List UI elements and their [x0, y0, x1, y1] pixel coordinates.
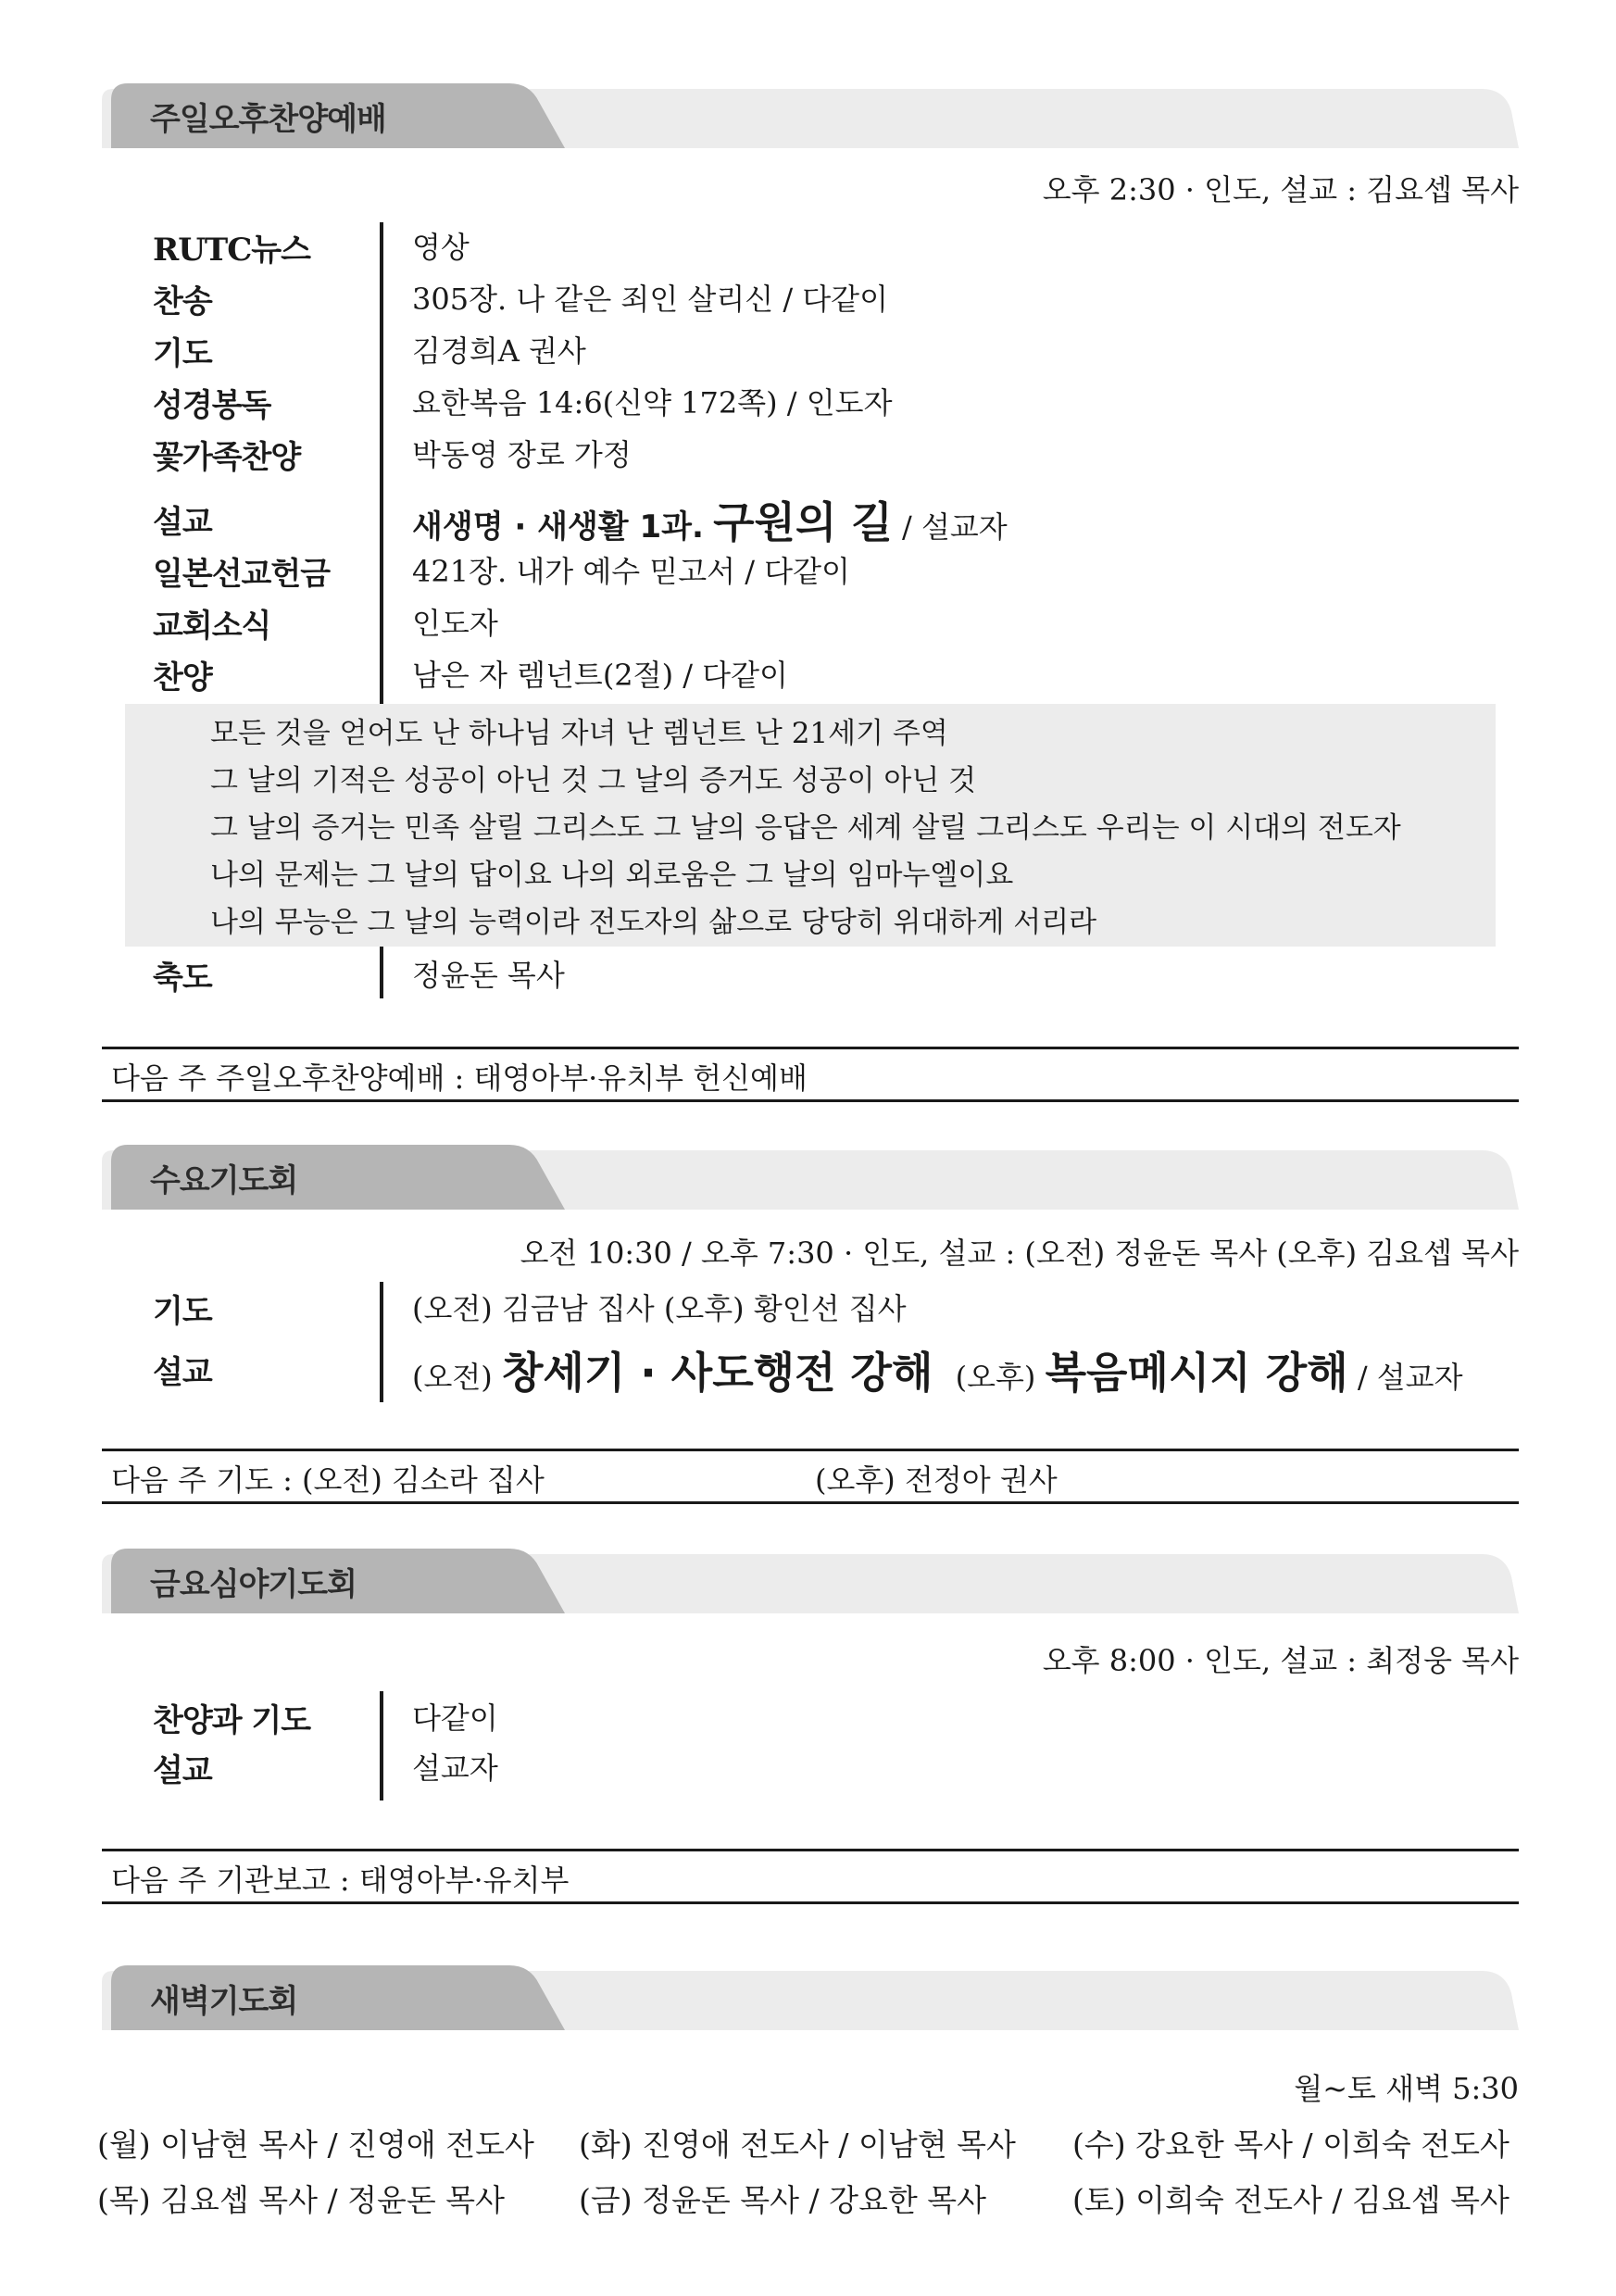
sermon-row: [0, 489, 1616, 547]
next-week-notice: [102, 1849, 1519, 1904]
next-week-text: 다음 주 기관보고 : 태영아부·유치부: [111, 1863, 570, 1898]
lyrics-line: 나의 문제는 그 날의 답이요 나의 외로움은 그 날의 임마누엘이요: [210, 859, 1014, 892]
order-value: 요한복음 14:6(신약 172쪽) / 인도자: [412, 385, 893, 420]
section-title: 금요심야기도회: [150, 1566, 357, 1603]
order-label: 교회소식: [153, 608, 271, 645]
lyrics-line: 나의 무능은 그 날의 능력이라 전도자의 삶으로 당당히 위대하게 서리라: [210, 906, 1097, 939]
next-week-notice: [102, 1047, 1519, 1102]
lyrics-line: 모든 것을 얻어도 난 하나님 자녀 난 렘넌트 난 21세기 주역: [210, 717, 948, 750]
next-week-text: 다음 주 주일오후찬양예배 : 태영아부·유치부 헌신예배: [111, 1060, 808, 1096]
order-value: 박동영 장로 가정: [412, 437, 632, 472]
order-row: [0, 432, 1616, 483]
order-value: (오전) 김금남 집사 (오후) 황인선 집사: [412, 1291, 907, 1326]
order-row: [0, 276, 1616, 328]
order-label: 축도: [153, 960, 212, 997]
order-value: 305장. 나 같은 죄인 살리신 / 다같이: [412, 282, 889, 317]
lyrics-line: 그 날의 증거는 민족 살릴 그리스도 그 날의 응답은 세계 살릴 그리스도 우리는 이 시대의 전도자: [210, 811, 1401, 845]
order-label: RUTC뉴스: [153, 232, 310, 269]
section-title: 수요기도회: [150, 1162, 298, 1199]
order-row: [0, 224, 1616, 276]
am-sermon-title: 창세기 · 사도행전 강해: [501, 1348, 933, 1398]
next-week-notice: [102, 1449, 1519, 1504]
sermon-preacher: / 설교자: [902, 509, 1008, 545]
order-value: 인도자: [412, 606, 498, 641]
order-value: 남은 자 렘넌트(2절) / 다같이: [412, 658, 788, 693]
service-info: 오후 8:00 · 인도, 설교 : 최정웅 목사: [1042, 1643, 1519, 1678]
sermon-row: [0, 1339, 1616, 1398]
service-info: 오후 2:30 · 인도, 설교 : 김요셉 목사: [1042, 172, 1519, 207]
section-title: 주일오후찬양예배: [150, 101, 386, 138]
sermon-preacher: / 설교자: [1357, 1360, 1463, 1395]
sermon-value: [412, 1339, 1463, 1400]
order-label: 설교: [153, 504, 212, 541]
sermon-value: [412, 489, 1008, 550]
service-info: 월~토 새벽 5:30: [1294, 2071, 1519, 2106]
next-week-prayer-am: 다음 주 기도 : (오전) 김소라 집사: [111, 1462, 545, 1498]
order-row: [0, 600, 1616, 652]
am-tag: (오전): [412, 1360, 493, 1395]
dawn-schedule-item: (수) 강요한 목사 / 이희숙 전도사: [1072, 2127, 1510, 2163]
section-title: 새벽기도회: [150, 1983, 298, 2020]
section-header-dawn: [102, 1965, 1519, 2030]
order-row: [0, 1286, 1616, 1337]
order-value: 정윤돈 목사: [412, 958, 565, 993]
dawn-schedule-item: (월) 이남현 목사 / 진영애 전도사: [97, 2127, 534, 2163]
section-header-friday: [102, 1549, 1519, 1613]
dawn-schedule-item: (목) 김요셉 목사 / 정윤돈 목사: [97, 2182, 505, 2218]
order-row: [0, 1695, 1616, 1747]
order-label: 설교: [153, 1354, 212, 1391]
sermon-title: 구원의 길: [713, 497, 893, 547]
order-row: [0, 380, 1616, 432]
pm-sermon-title: 복음메시지 강해: [1045, 1348, 1348, 1398]
order-value: 김경희A 권사: [412, 333, 586, 369]
service-info: 오전 10:30 / 오후 7:30 · 인도, 설교 : (오전) 정윤돈 목사 (오후) 김요셉 목사: [520, 1236, 1519, 1271]
dawn-schedule-item: (금) 정윤돈 목사 / 강요한 목사: [579, 2182, 986, 2218]
order-value: 영상: [412, 230, 470, 265]
order-label: 찬송: [153, 283, 212, 320]
lyrics-line: 그 날의 기적은 성공이 아닌 것 그 날의 증거도 성공이 아닌 것: [210, 764, 977, 797]
order-row: [0, 652, 1616, 704]
order-value: 설교자: [412, 1750, 498, 1786]
sermon-series: 새생명 · 새생활 1과.: [412, 508, 704, 546]
dawn-schedule-item: (화) 진영애 전도사 / 이남현 목사: [579, 2127, 1016, 2163]
dawn-schedule-item: (토) 이희숙 전도사 / 김요셉 목사: [1072, 2182, 1510, 2218]
order-label: 성경봉독: [153, 387, 271, 424]
order-value: 421장. 내가 예수 믿고서 / 다같이: [412, 554, 850, 589]
order-row: [0, 548, 1616, 600]
order-label: 기도: [153, 335, 212, 372]
order-value: 다같이: [412, 1700, 498, 1736]
header-band-shape: [102, 1965, 1519, 2030]
order-label: 설교: [153, 1752, 212, 1789]
order-label: 기도: [153, 1293, 212, 1330]
order-label: 찬양: [153, 659, 212, 696]
order-label: 찬양과 기도: [153, 1702, 311, 1739]
section-header-wednesday: [102, 1145, 1519, 1210]
header-band-shape: [102, 1145, 1519, 1210]
order-row: [0, 952, 1616, 1004]
next-week-prayer-pm: (오후) 전정아 권사: [815, 1462, 1058, 1498]
pm-tag: (오후): [955, 1360, 1036, 1395]
section-header-sunday: [102, 83, 1519, 148]
order-label: 일본선교헌금: [153, 556, 331, 593]
order-row: [0, 1745, 1616, 1797]
order-label: 꽃가족찬양: [153, 439, 301, 476]
order-row: [0, 328, 1616, 380]
lyrics-box: [125, 704, 1496, 947]
